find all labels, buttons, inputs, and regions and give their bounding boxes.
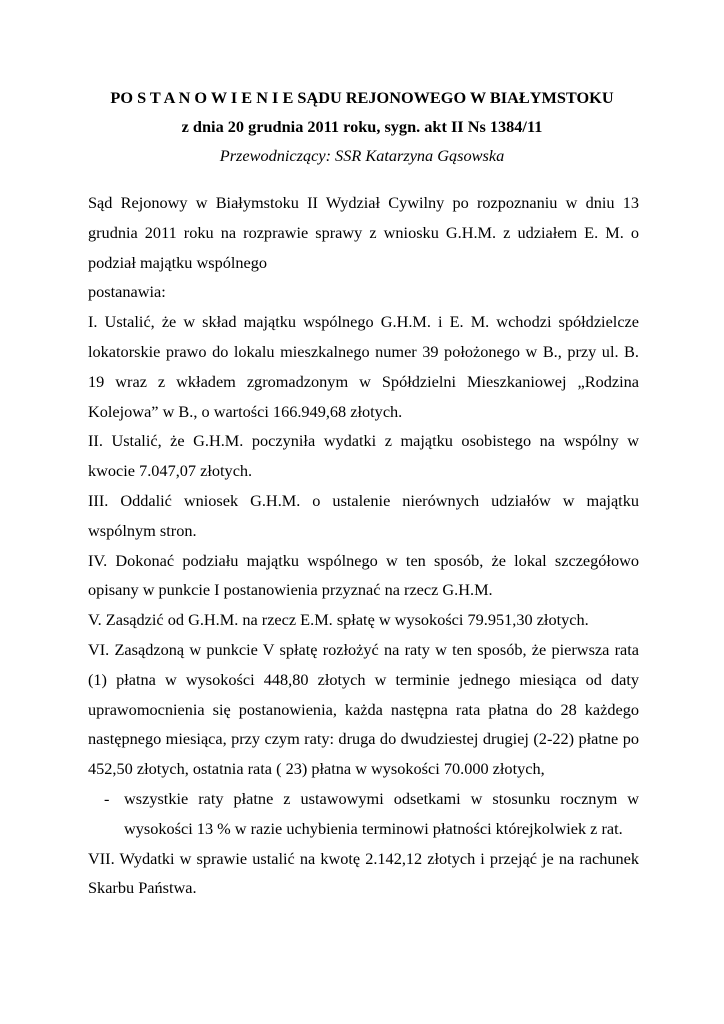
document-title: PO S T A N O W I E N I E SĄDU REJONOWEGO W BIAŁYMSTOKU [110, 88, 614, 107]
presiding-judge: Przewodniczący: SSR Katarzyna Gąsowska [219, 146, 505, 165]
document-header [0, 83, 724, 170]
document-body [88, 188, 639, 903]
point-iv: IV. Dokonać podziału majątku wspólnego w ten sposób, że lokal szczegółowo opisany w punkcie I postanowienia przyznać na rzecz G.H.M. [88, 550, 639, 600]
intro-paragraph: Sąd Rejonowy w Białymstoku II Wydział Cywilny po rozpoznaniu w dniu 13 grudnia 2011 roku na rozprawie sprawy z wniosku G.H.M. z udziałem E. M. o podział majątku wspólnego [88, 193, 639, 272]
dash-marker: - [104, 788, 110, 808]
document-subtitle: z dnia 20 grudnia 2011 roku, sygn. akt II Ns 1384/11 [181, 117, 543, 136]
decision-word: postanawia: [88, 282, 166, 302]
installment-interest-text: wszystkie raty płatne z ustawowymi odsetkami w stosunku rocznym w wysokości 13 % w razie uchybienia terminowi płatności którejkolwiek z rat. [124, 788, 639, 838]
point-i: I. Ustalić, że w skład majątku wspólnego G.H.M. i E. M. wchodzi spółdzielcze lokatorskie prawo do lokalu mieszkalnego numer 39 położonego w B., przy ul. B. 19 wraz z wkładem zgromadzonym w Spółdzielni Mieszkaniowej „Rodzina Kolejowa” w B., o wartości 166.949,68 złotych. [88, 312, 639, 421]
point-v: V. Zasądzić od G.H.M. na rzecz E.M. spłatę w wysokości 79.951,30 złotych. [88, 610, 589, 630]
point-vi: VI. Zasądzoną w punkcie V spłatę rozłożyć na raty w ten sposób, że pierwsza rata (1) płatna w wysokości 448,80 złotych w terminie jednego miesiąca od daty uprawomocnienia się postanowienia, każda następna rata płatna do 28 każdego następnego miesiąca, przy czym raty: druga do dwudziestej drugiej (2-22) płatne po 452,50 złotych, ostatnia rata ( 23) płatna w wysokości 70.000 złotych, [88, 639, 639, 779]
installment-interest-note [88, 784, 639, 844]
point-iii: III. Oddalić wniosek G.H.M. o ustalenie nierównych udziałów w majątku wspólnym stron. [88, 490, 639, 540]
point-ii: II. Ustalić, że G.H.M. poczyniła wydatki z majątku osobistego na wspólny w kwocie 7.047,07 złotych. [88, 431, 639, 481]
point-vii: VII. Wydatki w sprawie ustalić na kwotę 2.142,12 złotych i przejąć je na rachunek Skarbu Państwa. [88, 848, 639, 898]
